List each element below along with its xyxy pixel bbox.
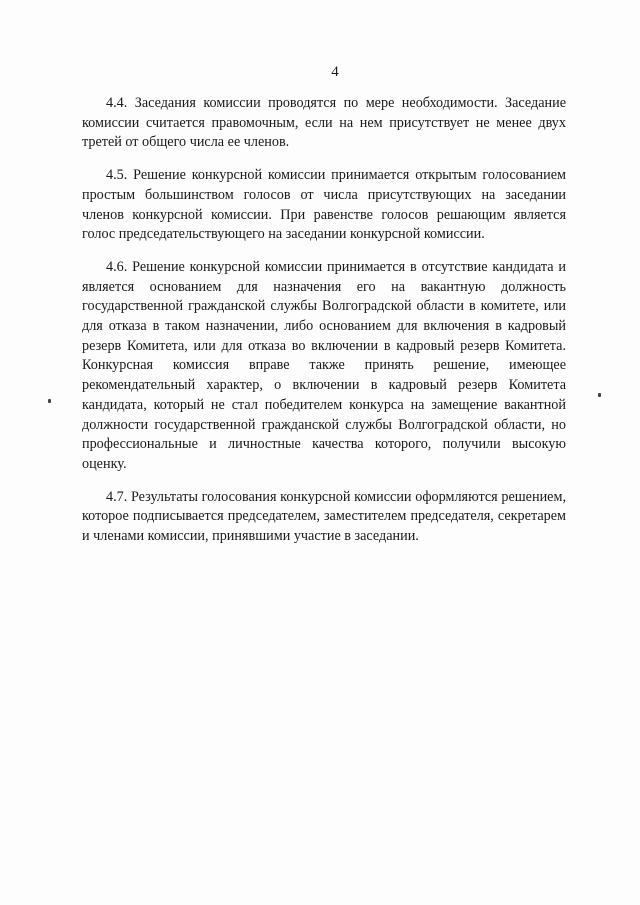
scan-speck-right xyxy=(598,393,601,397)
scan-speck-left xyxy=(48,399,51,403)
paragraph-4-6: 4.6. Решение конкурсной комиссии принимается в отсутствие кандидата и является основанием для назначения его на вакантную должность государственной гражданской службы Волгоградской области в комитете, или для отказа в таком назначении, либо основанием для включения в кадровый резерв Комитета, или для отказа во включении в кадровый резерв Комитета. Конкурсная комиссия вправе также принять решение, имеющее рекомендательный характер, о включении в кадровый резерв Комитета кандидата, который не стал победителем конкурса на замещение вакантной должности государственной гражданской службы Волгоградской области, но профессиональные и личностные качества которого, получили высокую оценку. xyxy=(82,258,566,472)
paragraph-4-5: 4.5. Решение конкурсной комиссии принимается открытым голосованием простым большинством голосов от числа присутствующих на заседании членов конкурсной комиссии. При равенстве голосов решающим является голос председательствующего на заседании конкурсной комиссии. xyxy=(82,167,566,243)
paragraph-4-4: 4.4. Заседания комиссии проводятся по мере необходимости. Заседание комиссии считается правомочным, если на нем присутствует не менее двух третей от общего числа ее членов. xyxy=(82,95,566,151)
page-number: 4 xyxy=(331,64,339,80)
document-body xyxy=(82,94,566,560)
paragraph-4-7: 4.7. Результаты голосования конкурсной комиссии оформляются решением, которое подписывается председателем, заместителем председателя, секретарем и членами комиссии, принявшими участие в заседании. xyxy=(82,488,566,545)
